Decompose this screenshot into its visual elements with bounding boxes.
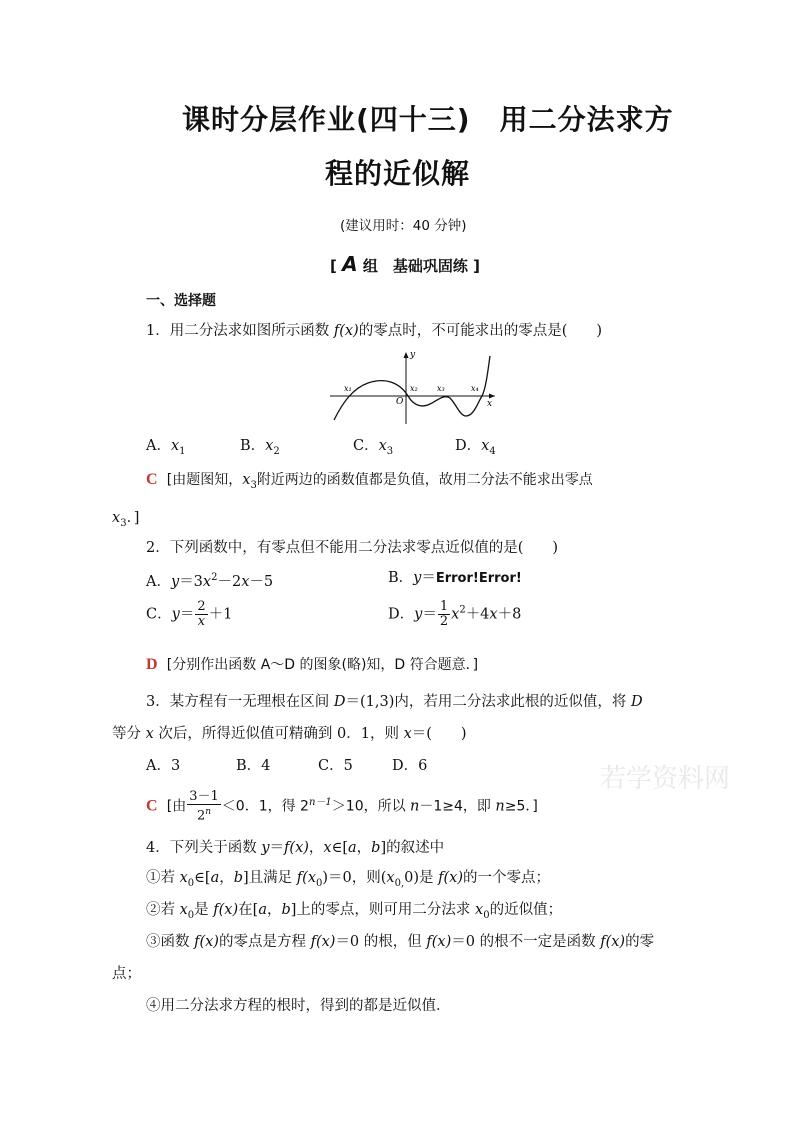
q1-explain-c: ．]	[126, 510, 140, 526]
q4-s1-sub2: 0	[316, 877, 323, 889]
q1-explanation	[146, 470, 593, 496]
q3-explain-c: ＞10，所以	[331, 798, 411, 815]
q3-explain-e: ≥5．]	[504, 798, 538, 815]
option-sub: 3	[386, 445, 394, 457]
q4-stem-c: ∈[	[331, 840, 348, 856]
option-y: y	[171, 606, 180, 623]
q2-option-d	[388, 600, 521, 629]
q4-stem-a2: a	[347, 840, 357, 856]
option-part: －5	[249, 573, 274, 590]
q4-stem-d: ]的叙述中	[380, 840, 445, 856]
q3-explain-n1: n	[410, 798, 420, 815]
fraction-denominator	[187, 805, 221, 823]
q4-s3-d: ＝0 的根不一定是函数	[451, 934, 601, 950]
watermark: 若学资料网	[600, 764, 731, 794]
option-key: C．	[146, 606, 172, 623]
q4-s1-c: ，	[219, 870, 234, 886]
option-part: ＝	[422, 606, 437, 623]
fraction	[195, 600, 207, 629]
q3-option-a: A．3	[146, 758, 181, 774]
q4-statement-2	[146, 900, 562, 926]
q4-stem-y: y	[261, 840, 270, 856]
q1-explain-sub: 3	[250, 479, 257, 491]
page-title-line2: 程的近似解	[325, 157, 471, 190]
q1-stem	[146, 321, 602, 341]
point-label-x1: x₁	[344, 384, 352, 393]
q4-stem	[146, 838, 444, 858]
group-letter: A	[342, 252, 358, 276]
fraction-den-base: 2	[196, 808, 206, 824]
q1-option-b	[240, 436, 280, 462]
q2-stem: 2．下列函数中，有零点但不能用二分法求零点近似值的是( )	[146, 540, 559, 556]
q4-s2-sub2: 0	[483, 909, 490, 921]
fraction-denominator: x	[197, 614, 206, 629]
q4-s3-fx3: f(x)	[426, 934, 452, 950]
q1-explain-c-sub: 3	[120, 517, 127, 529]
q4-s2-e: ]上的零点，则可用二分法求	[290, 902, 476, 918]
q4-s1-sub: 0	[187, 877, 195, 889]
q4-s2-d: ，	[266, 902, 282, 918]
q3-explanation	[146, 790, 538, 823]
q4-s2-bv: b	[281, 902, 291, 918]
q3-line2-x: x	[145, 726, 154, 742]
option-key: D．	[388, 606, 415, 623]
y-axis-label: y	[410, 350, 416, 360]
x-axis-arrow	[489, 394, 495, 399]
q2-option-b	[388, 568, 522, 589]
option-part: ＝3	[179, 573, 203, 590]
option-y: y	[170, 573, 180, 590]
q4-s1-x2: x	[386, 870, 395, 886]
option-sup: 2	[459, 604, 466, 616]
section-heading: 一、选择题	[146, 293, 216, 309]
q1-explain-var: x	[242, 472, 251, 488]
q4-s2-c: 在[	[238, 902, 259, 918]
q4-s3-a: ③函数	[146, 934, 195, 950]
option-x: x	[202, 573, 212, 590]
option-key: B．	[240, 438, 266, 454]
option-var: x	[378, 438, 387, 454]
q4-stem-eq: ＝	[269, 840, 285, 856]
q4-s1-bv: b	[233, 870, 244, 886]
option-sup: 2	[211, 572, 218, 583]
q1-function-graph	[330, 350, 500, 425]
q1-stem-post: 的零点时，不可能求出的零点是( )	[358, 323, 603, 339]
q3-stem-d: D	[333, 694, 346, 710]
q4-s2-f: 的近似值；	[489, 902, 563, 918]
q4-s2-b: 是	[194, 902, 214, 918]
option-y: y	[414, 606, 423, 623]
q3-stem-b: ＝(1,3)内，若用二分法求此根的近似值，将	[345, 694, 631, 710]
time-note: (建议用时：40 分钟)	[340, 218, 467, 234]
q3-stem-line2	[112, 724, 467, 744]
option-x: x	[451, 606, 460, 623]
option-key: A．	[146, 438, 171, 454]
q1-option-a	[146, 436, 186, 462]
q4-s3-e: 的零	[625, 934, 655, 950]
q4-stem-comma: ，	[356, 840, 372, 856]
fraction	[187, 790, 221, 823]
q4-s2-a: ②若	[146, 902, 180, 918]
q4-s1-fx: f(x)	[438, 870, 464, 886]
q3-stem-a: 3．某方程有一无理根在区间	[146, 694, 334, 710]
q3-line2-x2: x	[403, 726, 412, 742]
q2-explanation	[146, 655, 478, 675]
q4-s3-fx4: f(x)	[600, 934, 626, 950]
fraction-denominator: 2	[439, 614, 449, 629]
q4-s1-x: x	[179, 870, 188, 886]
q3-explain-sup: n－1	[308, 796, 332, 808]
option-sub: 4	[489, 445, 496, 457]
q4-s2-x: x	[179, 902, 188, 918]
fraction	[438, 600, 450, 629]
q4-stem-fx: f(x)	[284, 840, 309, 856]
q4-s3-fx2: f(x)	[310, 934, 336, 950]
point-label-x2: x₂	[410, 384, 418, 393]
q4-s1-av: a	[210, 870, 220, 886]
q3-explain-b: ＜0．1，得 2	[221, 798, 309, 815]
group-label: 组 基础巩固练	[362, 257, 468, 275]
q3-explain-d: －1≥4，即	[419, 798, 496, 815]
point-label-x3: x₃	[437, 384, 445, 393]
option-part: ＋4	[465, 606, 490, 623]
option-var: x	[265, 438, 274, 454]
q4-s2-sub: 0	[187, 909, 195, 921]
q4-stem-a: 4．下列关于函数	[146, 840, 262, 856]
q3-option-d: D．6	[392, 758, 428, 774]
q4-s1-fx0: f(x	[296, 870, 316, 886]
option-part: ＋1	[208, 606, 233, 623]
q2-option-a	[146, 568, 273, 592]
q4-statement-3	[146, 932, 654, 952]
q3-explain-a: [由	[166, 798, 187, 815]
page-title-line1: 课时分层作业(四十三) 用二分法求方	[182, 103, 674, 136]
q1-explain-c-var: x	[112, 510, 121, 526]
q4-s2-x2: x	[475, 902, 484, 918]
q4-s1-b: ∈[	[194, 870, 211, 886]
q4-s2-av: a	[258, 902, 267, 918]
q4-s1-f: 0)是	[404, 870, 439, 886]
q3-stem	[146, 692, 643, 712]
option-x: x	[489, 606, 498, 623]
q2-explain: [分别作出函数 A～D 的图象(略)知，D 符合题意．]	[166, 657, 479, 673]
q1-answer: C	[146, 471, 158, 488]
q3-stem-d2: D	[630, 694, 643, 710]
q1-explanation-line2	[112, 508, 139, 534]
q4-stem-b: ，	[308, 840, 324, 856]
option-key: B．	[388, 570, 414, 586]
fraction-den-sup: n	[205, 807, 212, 817]
q4-s3-c: ＝0 的根，但	[335, 934, 427, 950]
q3-answer: C	[146, 797, 158, 815]
q4-s1-d: ]且满足	[243, 870, 297, 886]
option-var: x	[170, 438, 180, 454]
q3-line2-a: 等分	[112, 726, 146, 742]
x-axis-label: x	[487, 399, 493, 409]
group-bracket-close: ]	[473, 257, 480, 275]
q4-statement-3-line2: 点；	[112, 966, 141, 982]
fraction-numerator: 2	[197, 599, 206, 614]
q4-s1-e: )＝0，则(	[322, 870, 387, 886]
y-axis-arrow	[404, 352, 409, 358]
q1-explain-b: 附近两边的函数值都是负值，故用二分法不能求出零点	[256, 472, 593, 488]
option-part: －2	[217, 573, 242, 590]
q3-explain-n2: n	[495, 798, 505, 815]
option-var: x	[481, 438, 490, 454]
option-key: A．	[146, 573, 171, 590]
q1-stem-pre: 1．用二分法求如图所示函数	[146, 323, 334, 339]
option-key: D．	[455, 438, 482, 454]
q4-s3-b: 的零点是方程	[218, 934, 311, 950]
q3-line2-c: ＝( )	[411, 726, 467, 742]
option-error-text: Error!Error!	[435, 571, 522, 586]
q4-statement-4: ④用二分法求方程的根时，得到的都是近似值．	[146, 998, 451, 1014]
option-part: ＝	[179, 606, 195, 623]
q4-s1-sub3: 0,	[394, 877, 405, 889]
q4-stem-b2: b	[371, 840, 381, 856]
point-label-x4: x₄	[471, 384, 479, 393]
fraction-numerator: 3－1	[189, 789, 219, 804]
option-key: C．	[353, 438, 379, 454]
option-sub: 2	[273, 445, 280, 457]
option-part: ＝	[421, 570, 436, 586]
q4-statement-1	[146, 868, 550, 894]
q3-option-c: C．5	[318, 758, 353, 774]
q3-option-b: B．4	[236, 758, 271, 774]
q3-line2-b: 次后，所得近似值可精确到 0．1，则	[153, 726, 404, 742]
q4-s3-fx: f(x)	[194, 934, 219, 950]
q4-stem-x: x	[323, 840, 332, 856]
q1-explain-a: [由题图知，	[166, 472, 243, 488]
q2-option-c	[146, 600, 232, 629]
q4-s1-g: 的一个零点；	[463, 870, 551, 886]
origin-label: O	[396, 397, 404, 407]
option-y: y	[413, 570, 422, 586]
fraction-numerator: 1	[439, 599, 449, 614]
group-heading	[330, 252, 480, 276]
option-sub: 1	[179, 445, 186, 457]
option-x: x	[241, 573, 250, 590]
q4-s2-fx: f(x)	[213, 902, 239, 918]
q2-answer: D	[146, 656, 158, 673]
q1-stem-fx: f(x)	[333, 323, 359, 339]
q1-option-c	[353, 436, 393, 462]
option-part: ＋8	[497, 606, 522, 623]
group-bracket-open: [	[330, 257, 337, 275]
q4-s1-a: ①若	[146, 870, 180, 886]
q1-option-d	[455, 436, 496, 462]
